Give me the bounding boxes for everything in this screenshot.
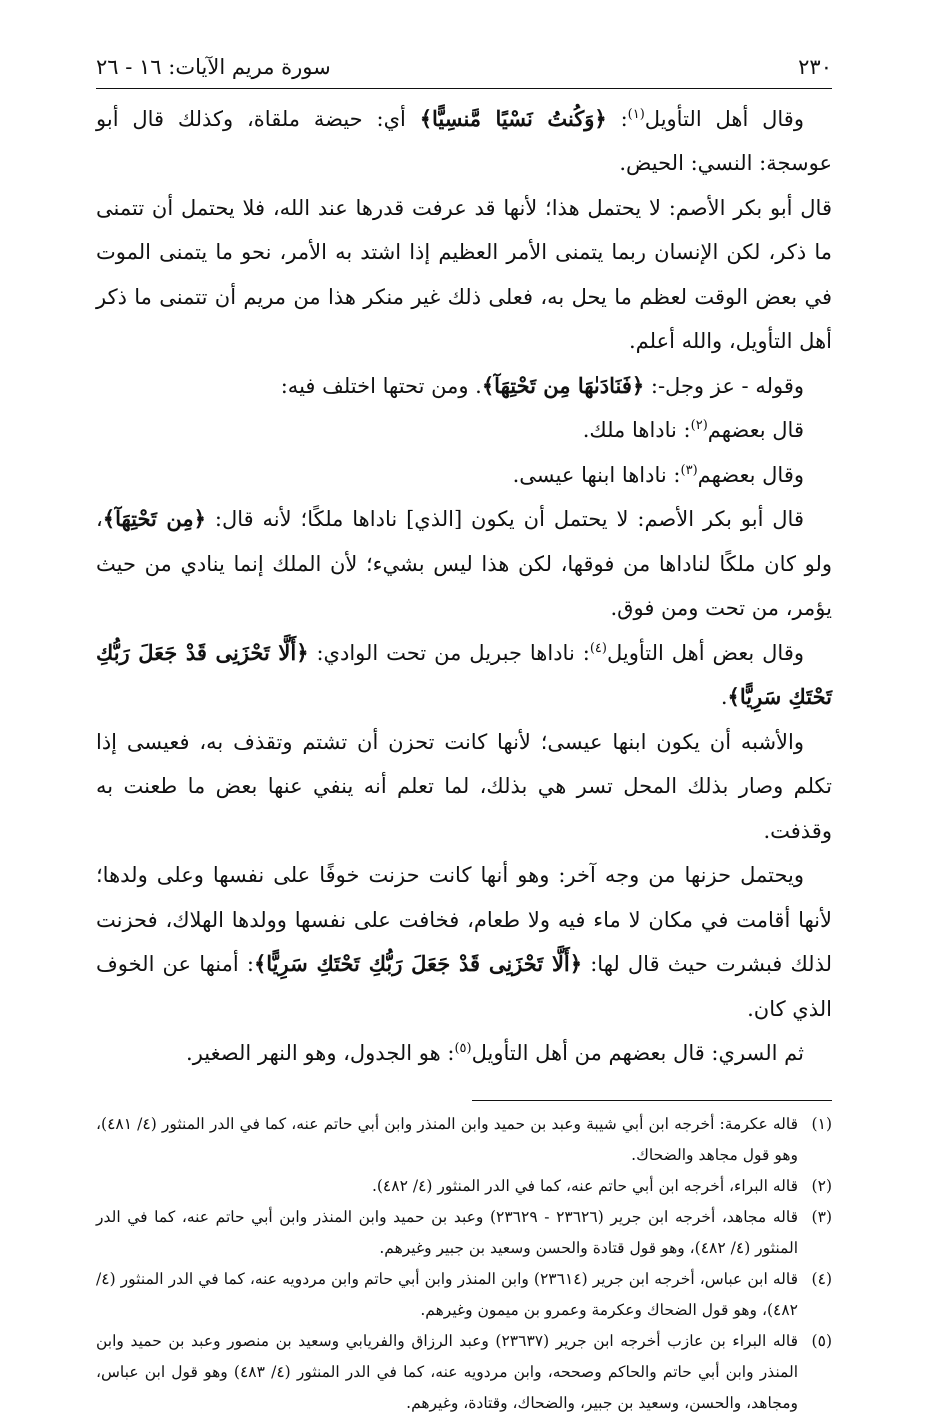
- footnote-number: (٤): [811, 1269, 832, 1288]
- footnote-number: (٢): [811, 1176, 832, 1195]
- text-run: قال أبو بكر الأصم: لا يحتمل أن يكون [الذي] ناداها ملكًا؛ لأنه قال:: [205, 507, 804, 531]
- page-number: ٢٣٠: [798, 55, 832, 79]
- text-run: وقوله - عز وجل-:: [644, 373, 804, 398]
- text-run: قال بعضهم: [707, 418, 804, 442]
- text-run: .: [720, 685, 728, 709]
- text-run: : ناداها ابنها عيسى.: [512, 462, 681, 487]
- text-run: : أمنها عن الخوف الذي كان.: [96, 952, 832, 1021]
- footnote-item: [96, 1171, 832, 1202]
- footnotes: [96, 1109, 832, 1419]
- text-run: قال أبو بكر الأصم: لا يحتمل هذا؛ لأنها قد عرفت قدرها عند الله، فلا يحتمل أن تتمنى ما ذكر، لكن الإنسان ربما يتمنى الأمر العظيم إذا اشتد به الأمر، نحو ما يتمنى الموت في بعض الوقت لعظم ما يحل به، فعلى ذلك غير منكر هذا من مريم أن تتمنى ما ذكر أهل التأويل، والله أعلم.: [96, 195, 832, 353]
- quran-verse: ﴿مِن تَحْتِهَآ﴾: [102, 506, 206, 531]
- running-title: سورة مريم الآيات: ١٦ - ٢٦: [96, 55, 331, 79]
- quran-verse: ﴿أَلَّا تَحْزَنِى قَدْ جَعَلَ رَبُّكِ تَحْتَكِ سَرِيًّا﴾: [96, 639, 832, 709]
- footnote-number: (٥): [811, 1331, 832, 1350]
- text-run: وقال بعض أهل التأويل: [606, 640, 804, 665]
- text-run: أي: حيضة ملقاة، وكذلك قال أبو عوسجة: النسي: الحيض.: [96, 106, 832, 175]
- footnote-text: قاله البراء بن عازب أخرجه ابن جرير (٢٣٦٣٧) وعبد الرزاق والفريابي وسعيد بن منصور وعبد بن حميد وابن المنذر وابن أبي حاتم والحاكم وصححه، وابن مردويه عنه، كما في الدر المنثور (٤/ ٤٨٣) وهو قول ابن عباس، ومجاهد، والحسن، وسعيد بن جبير، والضحاك، وقتادة، وغيرهم.: [96, 1331, 798, 1412]
- paragraph: [96, 97, 832, 186]
- paragraph: [96, 453, 832, 498]
- footnote-divider: [472, 1100, 832, 1101]
- paragraph: [96, 497, 832, 631]
- footnote-item: [96, 1326, 832, 1419]
- paragraph: [96, 1031, 832, 1076]
- text-run: والأشبه أن يكون ابنها عيسى؛ لأنها كانت تحزن أن تشتم وتقذف به، فعيسى إذا تكلم وصار بذلك المحل تسر هي بذلك، لما تعلم أنه ينفي عنها بعض ما طعنت به وقذفت.: [96, 729, 832, 843]
- paragraph: [96, 853, 832, 1031]
- paragraph: [96, 720, 832, 854]
- text-run: ثم السري: قال بعضهم من أهل التأويل: [471, 1041, 804, 1065]
- text-run: :: [606, 106, 628, 131]
- footnote-text: قاله البراء، أخرجه ابن أبي حاتم عنه، كما في الدر المنثور (٤/ ٤٨٢).: [371, 1176, 798, 1195]
- text-run: وقال بعضهم: [697, 462, 804, 487]
- footnote-marker: (٤): [589, 640, 607, 656]
- footnote-text: قاله مجاهد، أخرجه ابن جرير (٢٣٦٢٦ - ٢٣٦٢٩) وعبد بن حميد وابن المنذر وابن أبي حاتم عنه، كما في الدر المنثور (٤/ ٤٨٢)، وهو قول قتادة والحسن وسعيد بن جبير وغيرهم.: [96, 1207, 798, 1257]
- page-header: [96, 52, 832, 89]
- text-run: ، ولو كان ملكًا لناداها من فوقها، لكن هذا ليس بشيء؛ لأن الملك إنما ينادي من حيث يؤمر، من تحت ومن فوق.: [96, 507, 832, 620]
- footnote-text: قاله عكرمة: أخرجه ابن أبي شيبة وعبد بن حميد وابن المنذر وابن أبي حاتم عنه، كما في الدر المنثور (٤/ ٤٨١)، وهو قول مجاهد والضحاك.: [96, 1114, 798, 1164]
- quran-verse: ﴿وَكُنتُ نَسْيًا مَّنسِيًّا﴾: [419, 105, 607, 131]
- footnote-marker: (٥): [454, 1041, 472, 1056]
- paragraph: [96, 631, 832, 720]
- quran-verse: ﴿فَنَادَىٰهَا مِن تَحْتِهَآ﴾: [481, 372, 645, 398]
- paragraph: [96, 364, 832, 409]
- text-run: ويحتمل حزنها من وجه آخر: وهو أنها كانت حزنت خوفًا على نفسها وعلى ولدها؛ لأنها أقامت في مكان لا ماء فيه ولا طعام، فخافت على نفسها وولدها الهلاك، فحزنت لذلك فبشرت حيث قال لها:: [96, 863, 832, 976]
- main-text: [96, 97, 832, 1076]
- footnote-marker: (٢): [690, 418, 708, 433]
- footnote-item: [96, 1109, 832, 1171]
- footnote-marker: (١): [627, 106, 645, 122]
- text-run: وقال أهل التأويل: [644, 106, 804, 131]
- footnote-number: (١): [811, 1114, 832, 1133]
- text-run: : ناداها ملك.: [582, 418, 691, 442]
- paragraph: [96, 408, 832, 453]
- text-run: . ومن تحتها اختلف فيه:: [280, 373, 482, 398]
- footnote-text: قاله ابن عباس، أخرجه ابن جرير (٢٣٦١٤) وابن المنذر وابن أبي حاتم وابن مردويه عنه، كما في الدر المنثور (٤/ ٤٨٢)، وهو قول الضحاك وعكرمة وعمرو بن ميمون وغيرهم.: [96, 1269, 798, 1319]
- text-run: : هو الجدول، وهو النهر الصغير.: [186, 1041, 455, 1065]
- footnote-number: (٣): [811, 1207, 832, 1226]
- book-page: [96, 52, 832, 1419]
- quran-verse: ﴿أَلَّا تَحْزَنِى قَدْ جَعَلَ رَبُّكِ تَحْتَكِ سَرِيًّا﴾: [253, 951, 583, 976]
- paragraph: [96, 186, 832, 364]
- footnote-item: [96, 1264, 832, 1326]
- footnote-marker: (٣): [680, 462, 698, 478]
- footnote-item: [96, 1202, 832, 1264]
- text-run: : ناداها جبريل من تحت الوادي:: [308, 640, 590, 665]
